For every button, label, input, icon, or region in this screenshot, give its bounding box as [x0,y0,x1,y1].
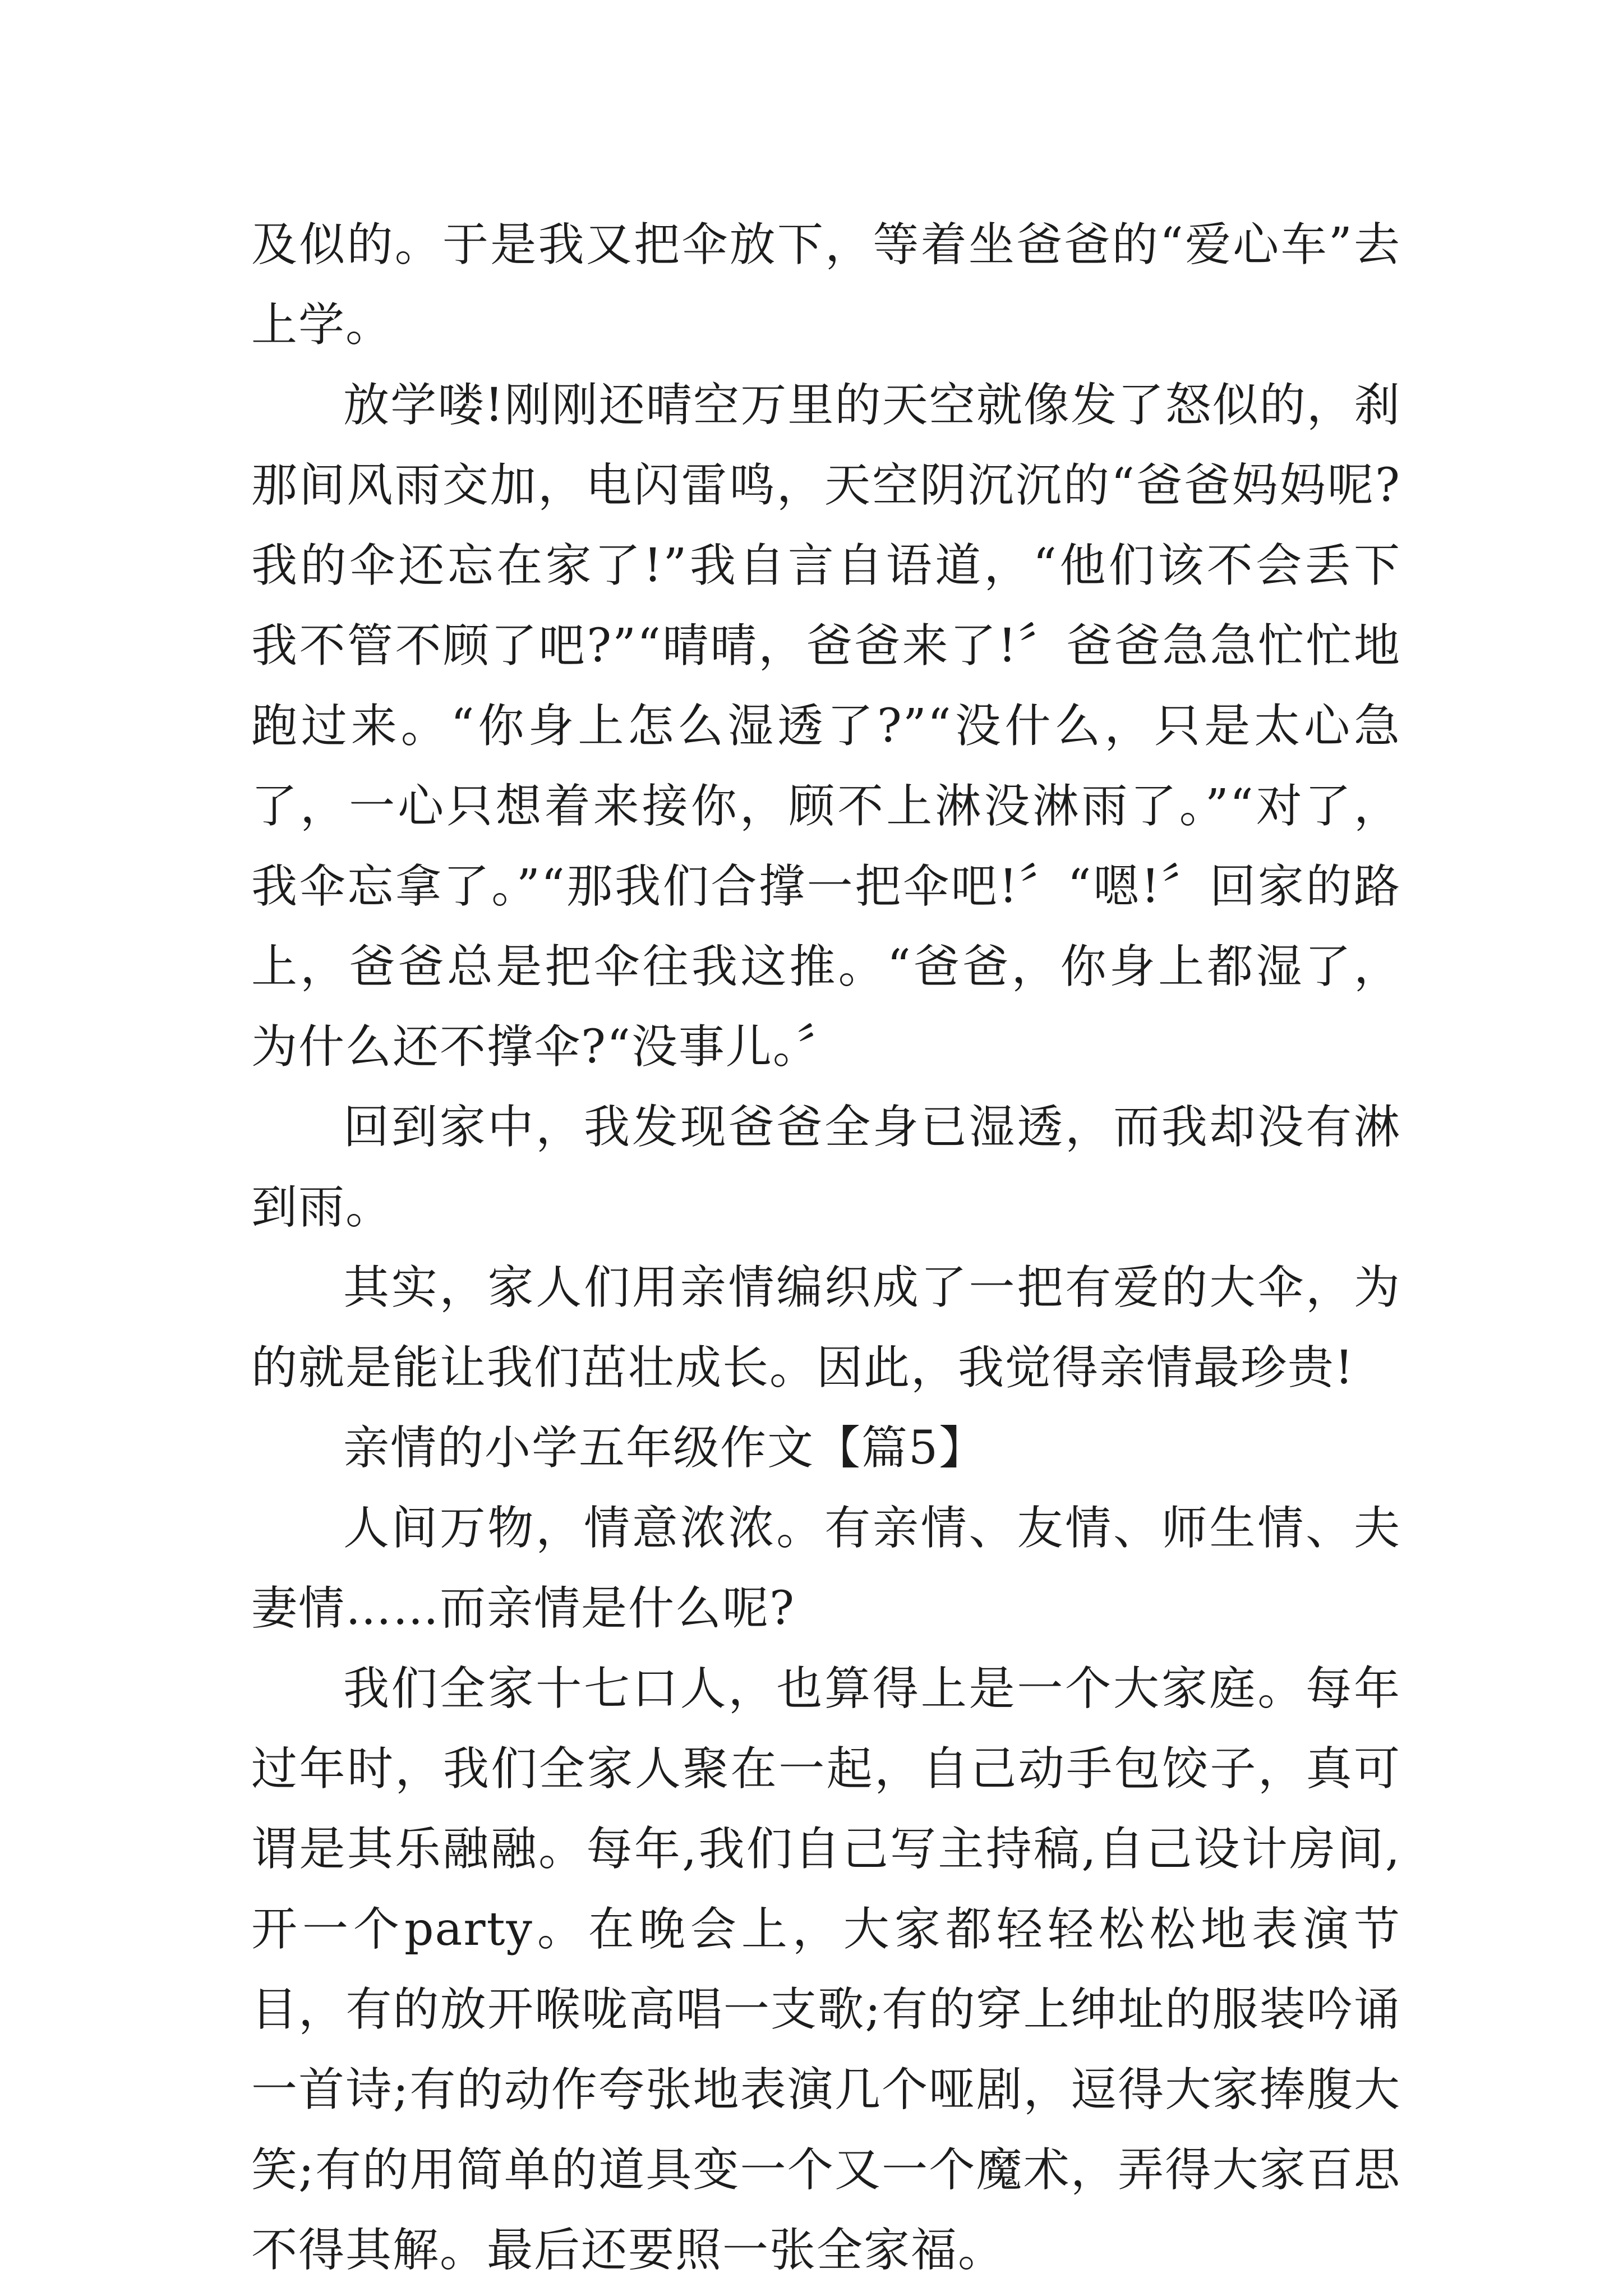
paragraph: 人间万物，情意浓浓。有亲情、友情、师生情、夫妻情……而亲情是什么呢? [251,1502,1401,1635]
paragraph: 回到家中，我发现爸爸全身已湿透，而我却没有淋到雨。 [251,1101,1401,1234]
section-heading: 亲情的小学五年级作文【篇5】 [343,1421,986,1475]
paragraph: 放学喽!刚刚还晴空万里的天空就像发了怒似的，刹那间风雨交加，电闪雷鸣，天空阴沉沉的“爸爸妈妈呢?我的伞还忘在家了!”我自言自语道，“他们该不会丢下我不管不顾了吧?”“晴晴，爸爸来了!〞爸爸急急忙忙地跑过来。“你身上怎么湿透了?”“没什么，只是太心急了，一心只想着来接你，顾不上淋没淋雨了。”“对了，我伞忘拿了。”“那我们合撑一把伞吧!〞“嗯!〞回家的路上，爸爸总是把伞往我这推。“爸爸，你身上都湿了，为什么还不撑伞?“没事儿。〞 [251,379,1401,1074]
document-body [251,205,1401,2290]
paragraph-continued: 及似的。于是我又把伞放下，等着坐爸爸的“爱心车”去上学。 [251,218,1401,352]
paragraph: 我们全家十七口人，也算得上是一个大家庭。每年过年时，我们全家人聚在一起，自己动手包饺子，真可谓是其乐融融。每年,我们自己写主持稿,自己设计房间,开一个party。在晚会上，大家都轻轻松松地表演节目，有的放开喉咙高唱一支歌;有的穿上绅址的服装吟诵一首诗;有的动作夸张地表演几个哑剧，逗得大家捧腹大笑;有的用简单的道具变一个又一个魔术，弄得大家百思不得其解。最后还要照一张全家福。 [251,1662,1401,2277]
paragraph: 其实，家人们用亲情编织成了一把有爱的大伞，为的就是能让我们茁壮成长。因此，我觉得亲情最珍贵! [251,1261,1401,1395]
